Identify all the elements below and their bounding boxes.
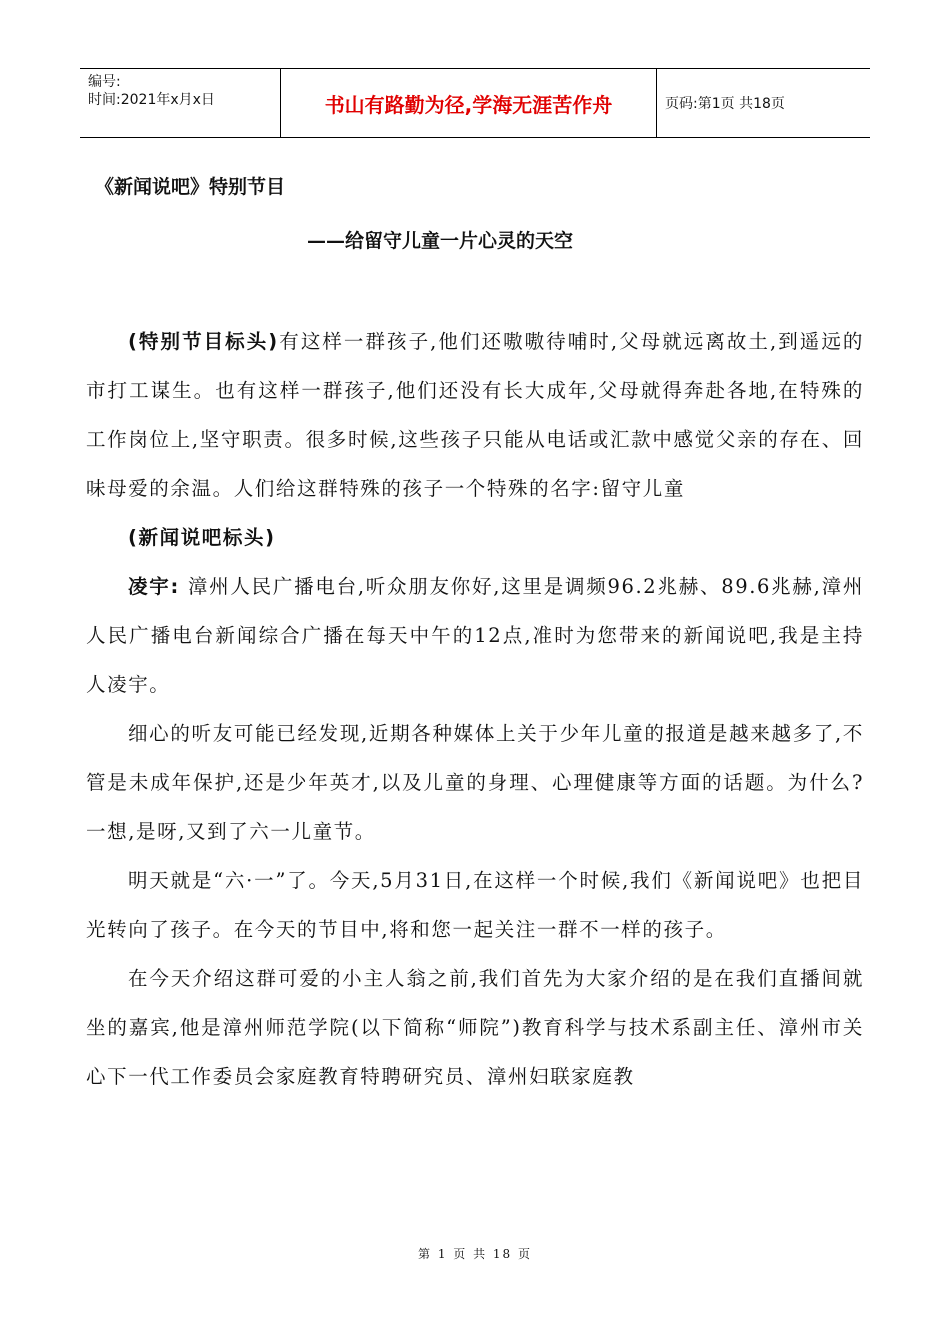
motto: 书山有路勤为径,学海无涯苦作舟 bbox=[281, 69, 657, 137]
paragraph: 细心的听友可能已经发现,近期各种媒体上关于少年儿童的报道是越来越多了,不管是未成年保护,还是少年英才,以及儿童的身理、心理健康等方面的话题。为什么?一想,是呀,又到了六一儿童节。 bbox=[86, 722, 864, 843]
paragraph: 明天就是“六·一”了。今天,5月31日,在这样一个时候,我们《新闻说吧》也把目光转向了孩子。在今天的节目中,将和您一起关注一群不一样的孩子。 bbox=[86, 869, 864, 941]
header-table bbox=[80, 68, 870, 138]
header-left-cell bbox=[80, 69, 281, 137]
paragraph: 在今天介绍这群可爱的小主人翁之前,我们首先为大家介绍的是在我们直播间就坐的嘉宾,他是漳州师范学院(以下简称“师院”)教育科学与技术系副主任、漳州市关心下一代工作委员会家庭教育特聘研究员、漳州妇联家庭教 bbox=[86, 967, 864, 1088]
number-label: 编号: bbox=[88, 74, 121, 90]
page-info: 页码:第1页 共18页 bbox=[665, 96, 785, 112]
paragraph-lead: (特别节目标头) bbox=[128, 330, 279, 353]
paragraph-host bbox=[86, 562, 864, 709]
time-label: 时间:2021年x月x日 bbox=[88, 92, 215, 108]
document-subtitle: ——给留守儿童一片心灵的天空 bbox=[307, 230, 574, 252]
paragraph-text: 漳州人民广播电台,听众朋友你好,这里是调频96.2兆赫、89.6兆赫,漳州人民广播电台新闻综合广播在每天中午的12点,准时为您带来的新闻说吧,我是主持人凌宇。 bbox=[86, 575, 864, 696]
speaker-label: 凌宇: bbox=[128, 575, 180, 598]
paragraph-text: 有这样一群孩子,他们还嗷嗷待哺时,父母就远离故土,到遥远的市打工谋生。也有这样一群孩子,他们还没有长大成年,父母就得奔赴各地,在特殊的工作岗位上,坚守职责。很多时候,这些孩子只能从电话或汇款中感觉父亲的存在、回味母爱的余温。人们给这群特殊的孩子一个特殊的名字:留守儿童 bbox=[86, 330, 864, 500]
document-title: 《新闻说吧》特别节目 bbox=[95, 176, 286, 198]
document-body bbox=[86, 317, 864, 1101]
paragraph-intro bbox=[86, 317, 864, 513]
section-heading: (新闻说吧标头) bbox=[128, 526, 276, 549]
page-footer: 第 1 页 共 18 页 bbox=[418, 1247, 532, 1261]
